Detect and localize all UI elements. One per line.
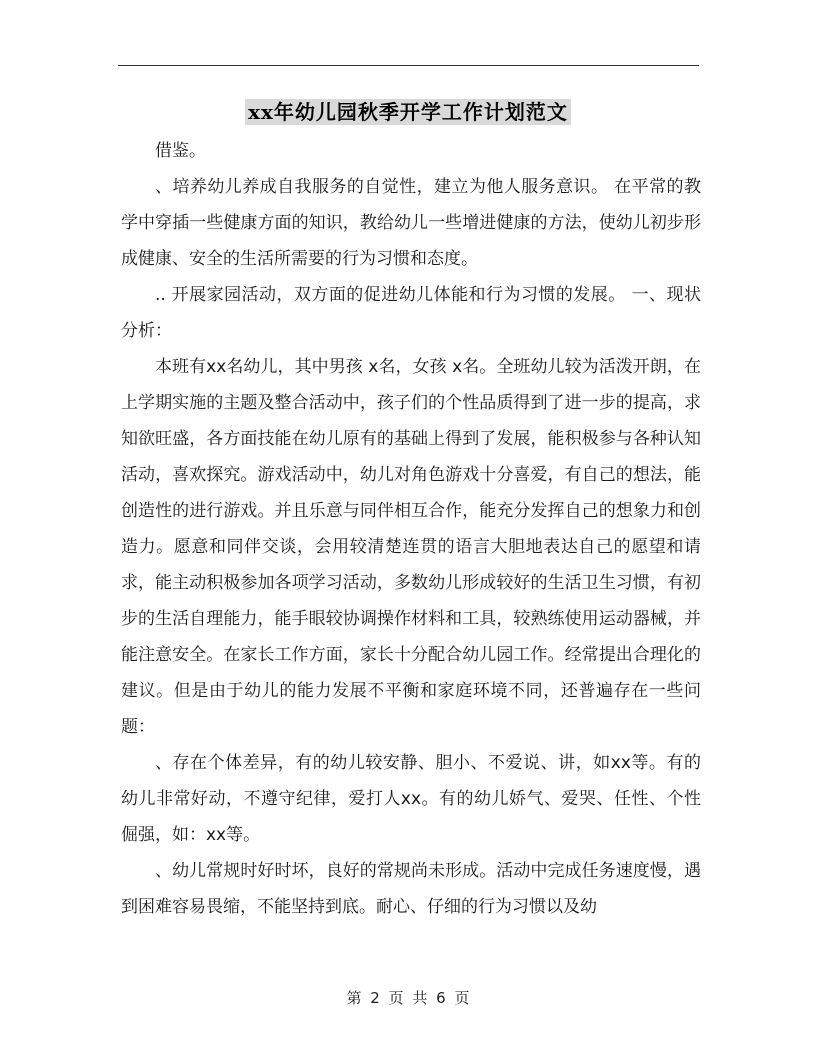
paragraph: 、存在个体差异，有的幼儿较安静、胆小、不爱说、讲，如xx等。有的幼儿非常好动，不遵守纪律，爱打人xx。有的幼儿娇气、爱哭、任性、个性倔强，如：xx等。 bbox=[121, 753, 701, 845]
document-body bbox=[121, 133, 701, 925]
header-rule bbox=[118, 65, 699, 66]
document-title: xx年幼儿园秋季开学工作计划范文 bbox=[245, 99, 571, 125]
paragraph: 、培养幼儿养成自我服务的自觉性，建立为他人服务意识。 在平常的教学中穿插一些健康方面的知识，教给幼儿一些增进健康的方法，使幼儿初步形成健康、安全的生活所需要的行为习惯和态度。 bbox=[121, 177, 701, 269]
paragraph: 、幼儿常规时好时坏，良好的常规尚未形成。活动中完成任务速度慢，遇到困难容易畏缩，不能坚持到底。耐心、仔细的行为习惯以及幼 bbox=[121, 861, 701, 917]
title-container bbox=[0, 99, 816, 125]
paragraph: 本班有xx名幼儿，其中男孩 x名，女孩 x名。全班幼儿较为活泼开朗，在上学期实施的主题及整合活动中，孩子们的个性品质得到了进一步的提高，求知欲旺盛，各方面技能在幼儿原有的基础上得到了发展，能积极参与各种认知活动，喜欢探究。游戏活动中，幼儿对角色游戏十分喜爱，有自己的想法，能创造性的进行游戏。并且乐意与同伴相互合作，能充分发挥自己的想象力和创造力。愿意和同伴交谈，会用较清楚连贯的语言大胆地表达自己的愿望和请求，能主动积极参加各项学习活动，多数幼儿形成较好的生活卫生习惯，有初步的生活自理能力，能手眼较协调操作材料和工具，较熟练使用运动器械，并能注意安全。在家长工作方面，家长十分配合幼儿园工作。经常提出合理化的建议。但是由于幼儿的能力发展不平衡和家庭环境不同，还普遍存在一些问题： bbox=[121, 357, 701, 737]
paragraph: 借鉴。 bbox=[155, 141, 206, 161]
page-footer: 第 2 页 共 6 页 bbox=[346, 989, 470, 1007]
paragraph: .. 开展家园活动，双方面的促进幼儿体能和行为习惯的发展。 一、现状分析： bbox=[121, 285, 701, 341]
